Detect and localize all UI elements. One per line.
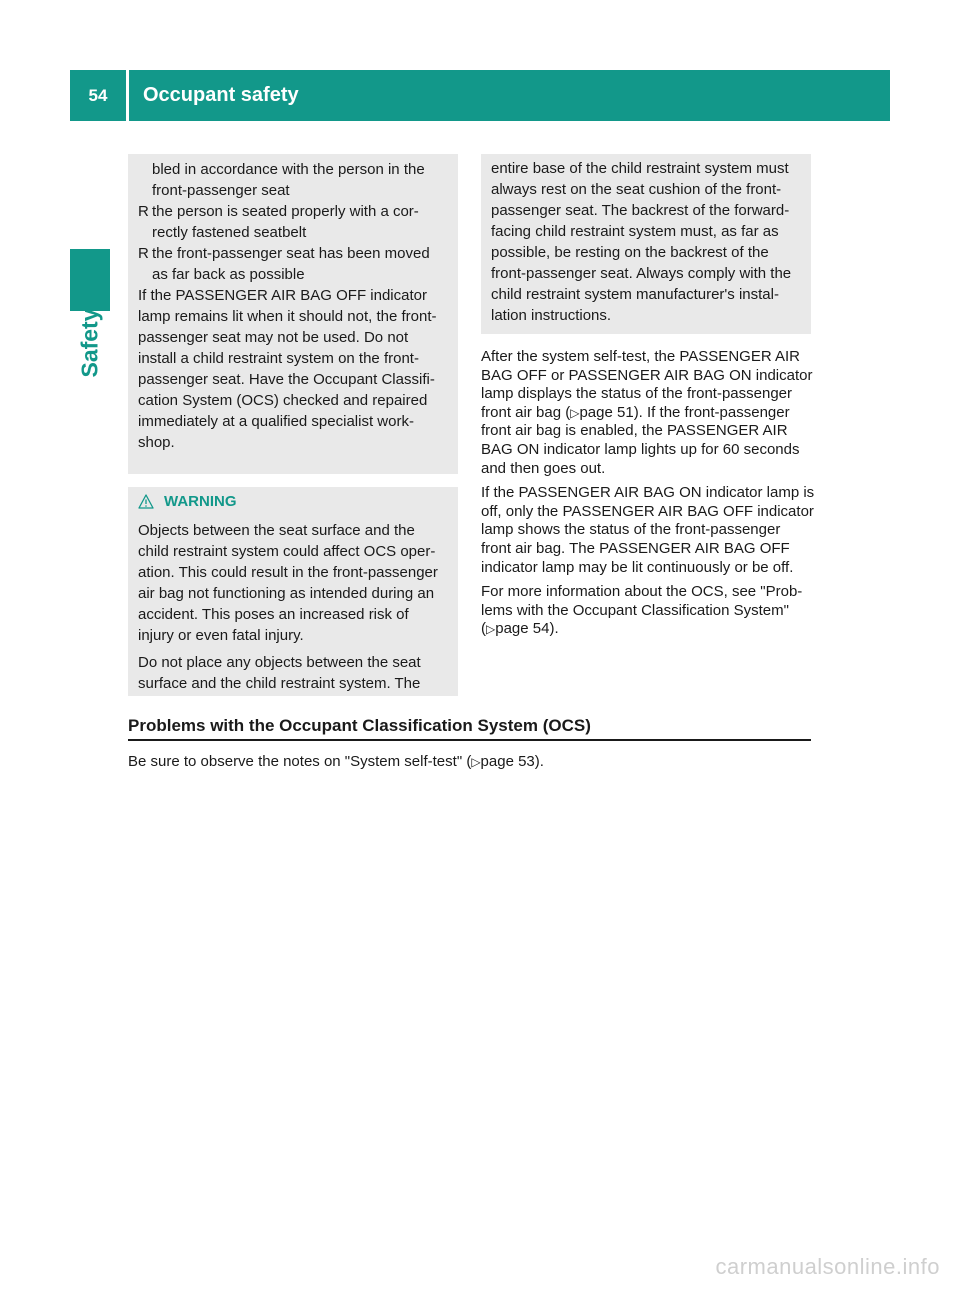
page-reference-link[interactable]: page 53 xyxy=(480,753,535,770)
self-test-paragraph: After the system self-test, the PASSENGER AIR BAG OFF or PASSENGER AIR BAG ON indicator lamp displays the status of the front-passenger front air bag (▷page 51). If the front-passenger front air bag is enabled, the PASSENGER AIR BAG ON indicator lamp lights up for 60 seconds and then goes out. xyxy=(481,348,813,477)
warning-heading: WARNING xyxy=(138,491,448,512)
warning-box-continued: entire base of the child restraint system must always rest on the seat cushion of the front- passenger seat. The backrest of the forward- facing child restraint system must, as far as possible, be resting on the backrest of the front-passenger seat. Always comply with the child restraint system manufacturer's instal- lation instructions. xyxy=(481,154,811,334)
page-reference-link[interactable]: page 51 xyxy=(579,403,634,421)
bullet-marker: R xyxy=(138,245,149,262)
indicator-paragraph: If the PASSENGER AIR BAG OFF indicator lamp remains lit when it should not, the front- passenger seat may not be used. Do not install a child restraint system on the front- passenger seat. Have the Occupant Classifi- cation System (OCS) checked and repaired immediately at a qualified specialist work- shop. xyxy=(138,287,437,451)
chapter-tab-marker xyxy=(70,249,110,311)
page-ref-arrow-icon: ▷ xyxy=(471,755,481,769)
page-ref-arrow-icon: ▷ xyxy=(486,622,496,637)
page-ref-arrow-icon: ▷ xyxy=(570,405,580,420)
list-item: R the front-passenger seat has been moved as far back as possible xyxy=(138,245,430,283)
section-heading: Problems with the Occupant Classification System (OCS) xyxy=(128,716,591,735)
warning-text: Objects between the seat surface and the child restraint system could affect OCS oper- ation. This could result in the front-passenger air bag not functioning as intended during an accident. This poses an increased risk of injury or even fatal injury. xyxy=(138,522,438,644)
warning-triangle-icon xyxy=(138,494,154,509)
more-info-paragraph: For more information about the OCS, see "Prob- lems with the Occupant Classification System" (▷page 54). xyxy=(481,583,803,638)
indicator-off-paragraph: If the PASSENGER AIR BAG ON indicator lamp is off, only the PASSENGER AIR BAG OFF indicator lamp shows the status of the front-passenger front air bag. The PASSENGER AIR BAG OFF indicator lamp may be lit continuously or be off. xyxy=(481,484,815,576)
warning-box xyxy=(128,487,458,696)
header-divider xyxy=(126,70,129,121)
lead-text: bled in accordance with the person in the front-passenger seat xyxy=(152,161,425,199)
watermark: carmanualsonline.info xyxy=(715,1254,940,1279)
warning-instruction: Do not place any objects between the seat surface and the child restraint system. The xyxy=(138,654,421,692)
page-reference-link[interactable]: page 54 xyxy=(495,620,550,638)
right-body-text xyxy=(481,348,813,645)
section-body-text: Be sure to observe the notes on "System self-test" (▷page 53). xyxy=(128,753,544,770)
info-box-left xyxy=(128,154,458,474)
page-number: 54 xyxy=(88,85,108,105)
bullet-marker: R xyxy=(138,203,149,220)
list-item: R the person is seated properly with a cor- rectly fastened seatbelt xyxy=(138,203,419,241)
section-divider xyxy=(128,739,811,741)
chapter-tab-label: Safety xyxy=(76,308,103,378)
page-title: Occupant safety xyxy=(143,84,299,106)
